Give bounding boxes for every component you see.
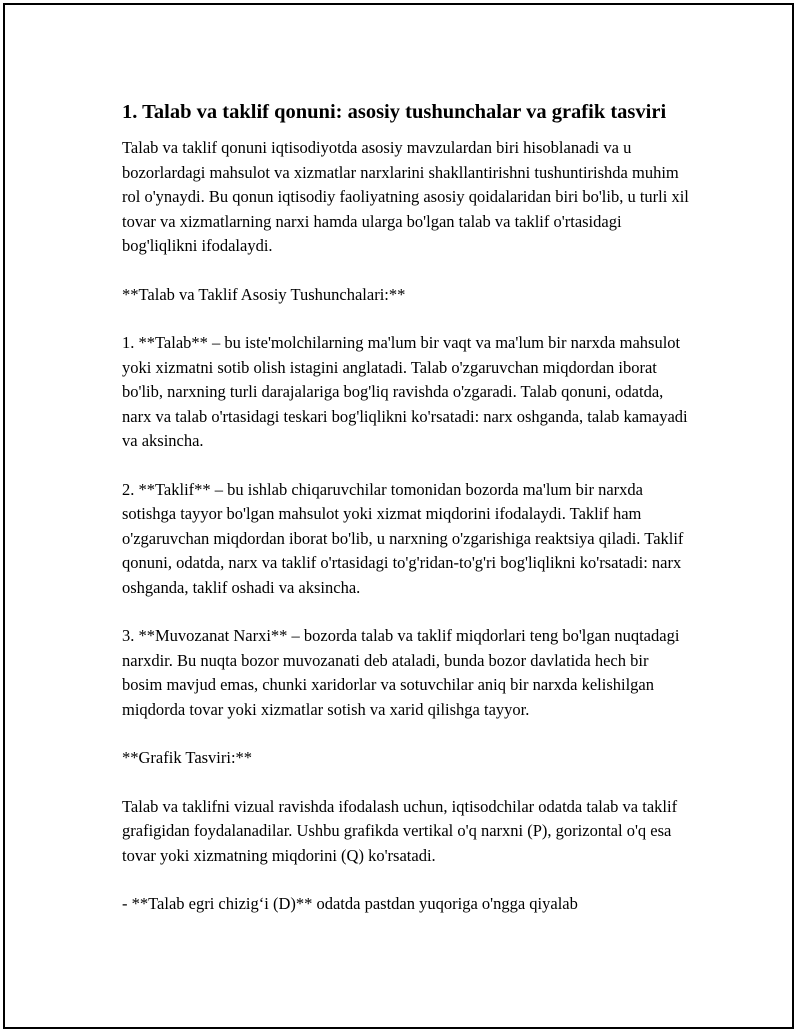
section-heading-graph: **Grafik Tasviri:** — [122, 748, 253, 767]
demand-curve-item: - **Talab egri chizig‘i (D)** odatda pastdan yuqoriga o'ngga qiyalab — [122, 894, 578, 913]
document-body — [122, 98, 692, 941]
page-frame — [3, 3, 794, 1029]
graph-paragraph: Talab va taklifni vizual ravishda ifodalash uchun, iqtisodchilar odatda talab va taklif grafigidan foydalanadilar. Ushbu grafikda vertikal o'q narxni (P), gorizontal o'q esa tovar yoki xizmatning miqdorini (Q) ko'rsatadi. — [122, 796, 678, 865]
intro-paragraph: Talab va taklif qonuni iqtisodiyotda asosiy mavzulardan biri hisoblanadi va u bozorlardagi mahsulot va xizmatlar narxlarini shakllantirishni tushuntirishda muhim rol o'ynaydi. Bu qonun iqtisodiy faoliyatning asosiy qoidalaridan biri bo'lib, u turli xil tovar va xizmatlarning narxi hamda ularga bo'lgan talab va taklif o'rtasidagi bog'liqlikni ifodalaydi. — [122, 138, 689, 255]
section-heading-concepts: **Talab va Taklif Asosiy Tushunchalari:** — [122, 284, 406, 304]
equilibrium-paragraph: 3. **Muvozanat Narxi** – bozorda talab va taklif miqdorlari teng bo'lgan nuqtadagi narxdir. Bu nuqta bozor muvozanati deb ataladi, bunda bozor davlatida hech bir bosim mavjud emas, chunki xaridorlar va sotuvchilar aniq bir narxda kelishilgan miqdorda tovar yoki xizmatlar sotish va xarid qilishga tayyor. — [122, 626, 680, 719]
document-title: 1. Talab va taklif qonuni: asosiy tushunchalar va grafik tasviri — [122, 101, 667, 123]
demand-paragraph: 1. **Talab** – bu iste'molchilarning ma'lum bir vaqt va ma'lum bir narxda mahsulot yoki xizmatni sotib olish istagini anglatadi. Talab o'zgaruvchan miqdordan iborat bo'lib, narxning turli darajalariga bog'liq ravishda o'zgaradi. Talab qonuni, odatda, narx va talab o'rtasidagi teskari bog'liqlikni ko'rsatadi: narx oshganda, talab kamayadi va aksincha. — [122, 333, 688, 450]
supply-paragraph: 2. **Taklif** – bu ishlab chiqaruvchilar tomonidan bozorda ma'lum bir narxda sotishga tayyor bo'lgan mahsulot yoki xizmat miqdorini ifodalaydi. Taklif ham o'zgaruvchan miqdordan iborat bo'lib, u narxning o'zgarishiga reaktsiya qiladi. Taklif qonuni, odatda, narx va taklif o'rtasidagi to'g'ridan-to'g'ri bog'liqlikni ko'rsatadi: narx oshganda, taklif oshadi va aksincha. — [122, 479, 684, 597]
